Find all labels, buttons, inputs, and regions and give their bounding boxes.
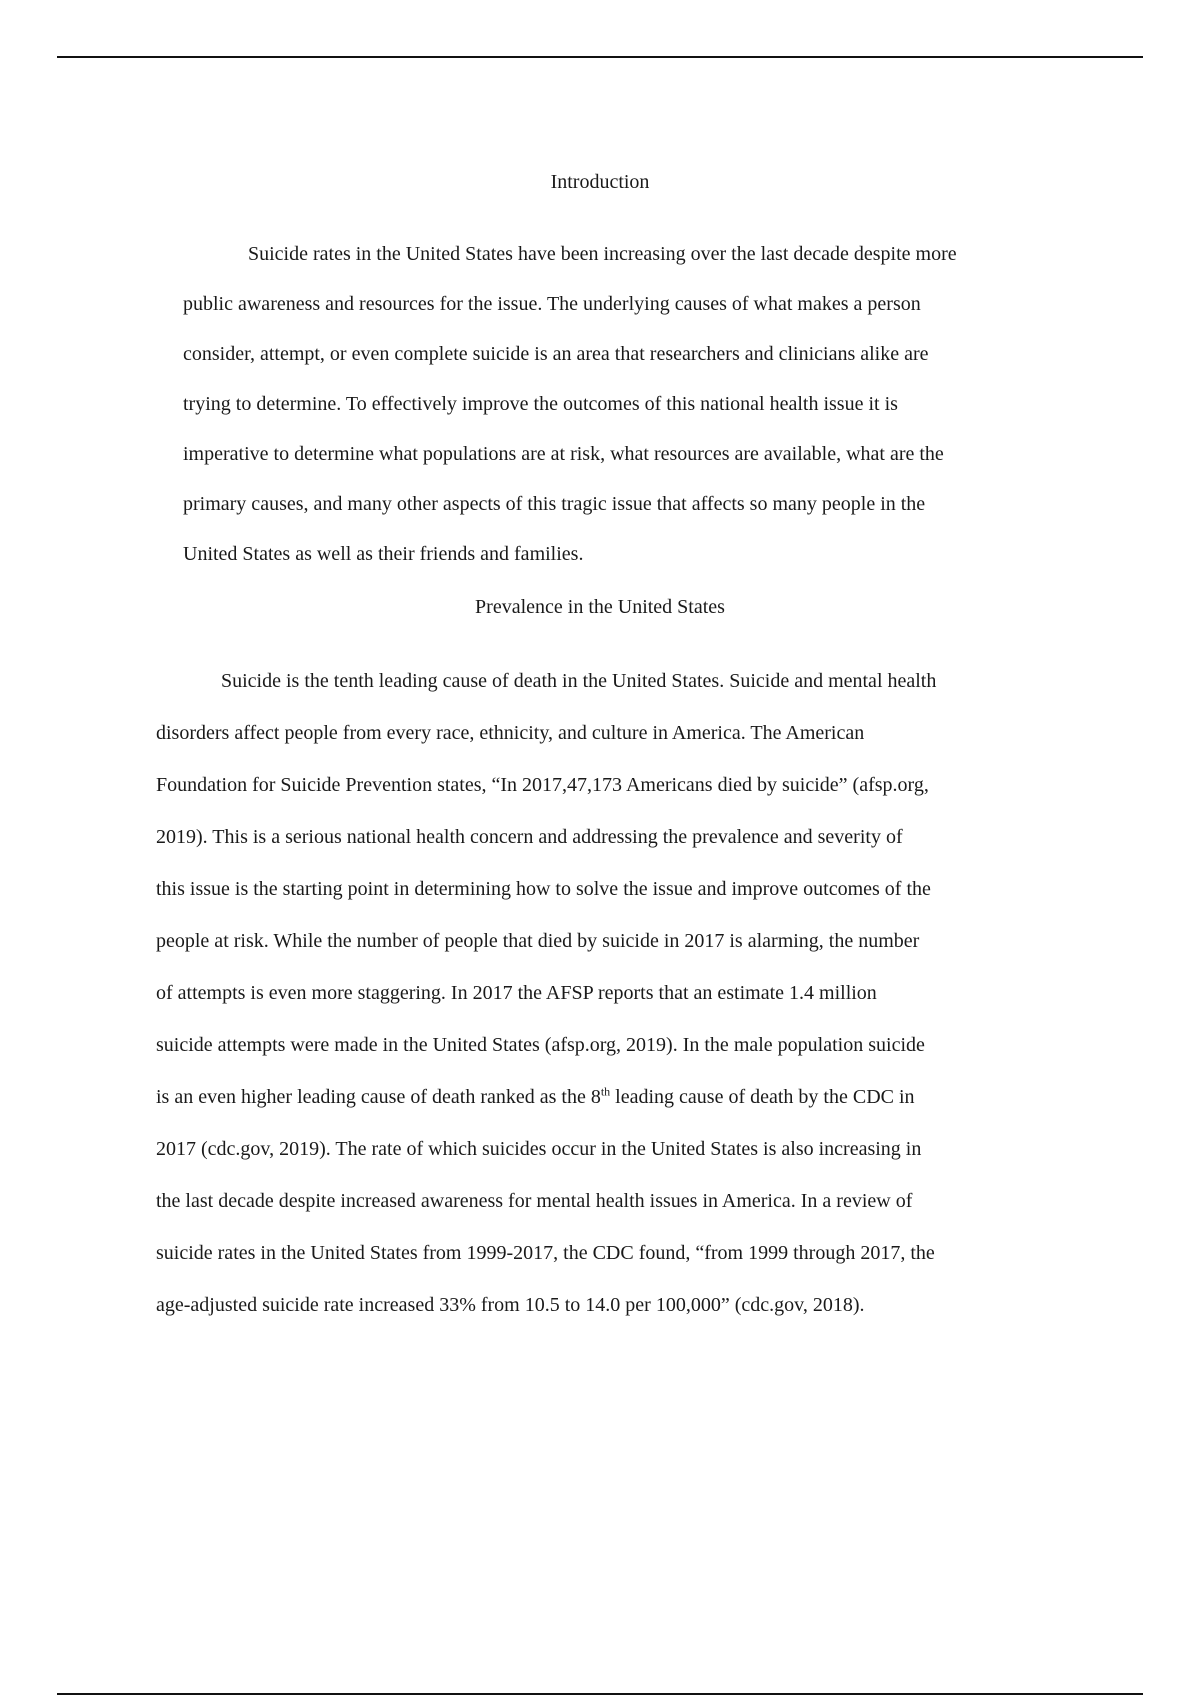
introduction-heading: Introduction <box>550 171 650 193</box>
top-divider <box>57 56 1143 58</box>
paragraph-line: primary causes, and many other aspects of this tragic issue that affects so many people in the <box>183 493 926 515</box>
paragraph-line: Suicide is the tenth leading cause of death in the United States. Suicide and mental health <box>221 670 937 692</box>
paragraph-line: this issue is the starting point in determining how to solve the issue and improve outcomes of the <box>156 878 931 900</box>
paragraph-line: people at risk. While the number of people that died by suicide in 2017 is alarming, the number <box>156 930 920 952</box>
paragraph-line: 2017 (cdc.gov, 2019). The rate of which suicides occur in the United States is also increasing in <box>156 1138 922 1160</box>
paragraph-line: Foundation for Suicide Prevention states, “In 2017,47,173 Americans died by suicide” (afsp.org, <box>156 774 929 796</box>
line-text-after: leading cause of death by the CDC in <box>610 1086 915 1108</box>
paragraph-line: suicide attempts were made in the United States (afsp.org, 2019). In the male population suicide <box>156 1034 925 1056</box>
paragraph-line: United States as well as their friends and families. <box>183 543 584 565</box>
ordinal-superscript: th <box>600 1084 611 1099</box>
prevalence-paragraph <box>156 655 936 1331</box>
introduction-paragraph <box>183 229 957 579</box>
paragraph-line: disorders affect people from every race, ethnicity, and culture in America. The American <box>156 722 865 744</box>
line-text-before: is an even higher leading cause of death ranked as the 8 <box>156 1086 601 1108</box>
paragraph-line: age-adjusted suicide rate increased 33% from 10.5 to 14.0 per 100,000” (cdc.gov, 2018). <box>156 1294 865 1316</box>
prevalence-heading: Prevalence in the United States <box>475 596 725 618</box>
paragraph-line: 2019). This is a serious national health concern and addressing the prevalence and severity of <box>156 826 903 848</box>
paragraph-line: suicide rates in the United States from 1999-2017, the CDC found, “from 1999 through 2017, the <box>156 1242 935 1264</box>
paragraph-line: Suicide rates in the United States have been increasing over the last decade despite more <box>248 243 957 265</box>
paragraph-line: imperative to determine what populations are at risk, what resources are available, what are the <box>183 443 944 465</box>
paragraph-line-with-superscript <box>156 1071 936 1123</box>
bottom-divider <box>57 1693 1143 1695</box>
paragraph-line: consider, attempt, or even complete suicide is an area that researchers and clinicians alike are <box>183 343 929 365</box>
paragraph-line: trying to determine. To effectively improve the outcomes of this national health issue it is <box>183 393 898 415</box>
paragraph-line: public awareness and resources for the issue. The underlying causes of what makes a person <box>183 293 921 315</box>
paragraph-line: of attempts is even more staggering. In 2017 the AFSP reports that an estimate 1.4 million <box>156 982 877 1004</box>
paragraph-line: the last decade despite increased awareness for mental health issues in America. In a review of <box>156 1190 913 1212</box>
